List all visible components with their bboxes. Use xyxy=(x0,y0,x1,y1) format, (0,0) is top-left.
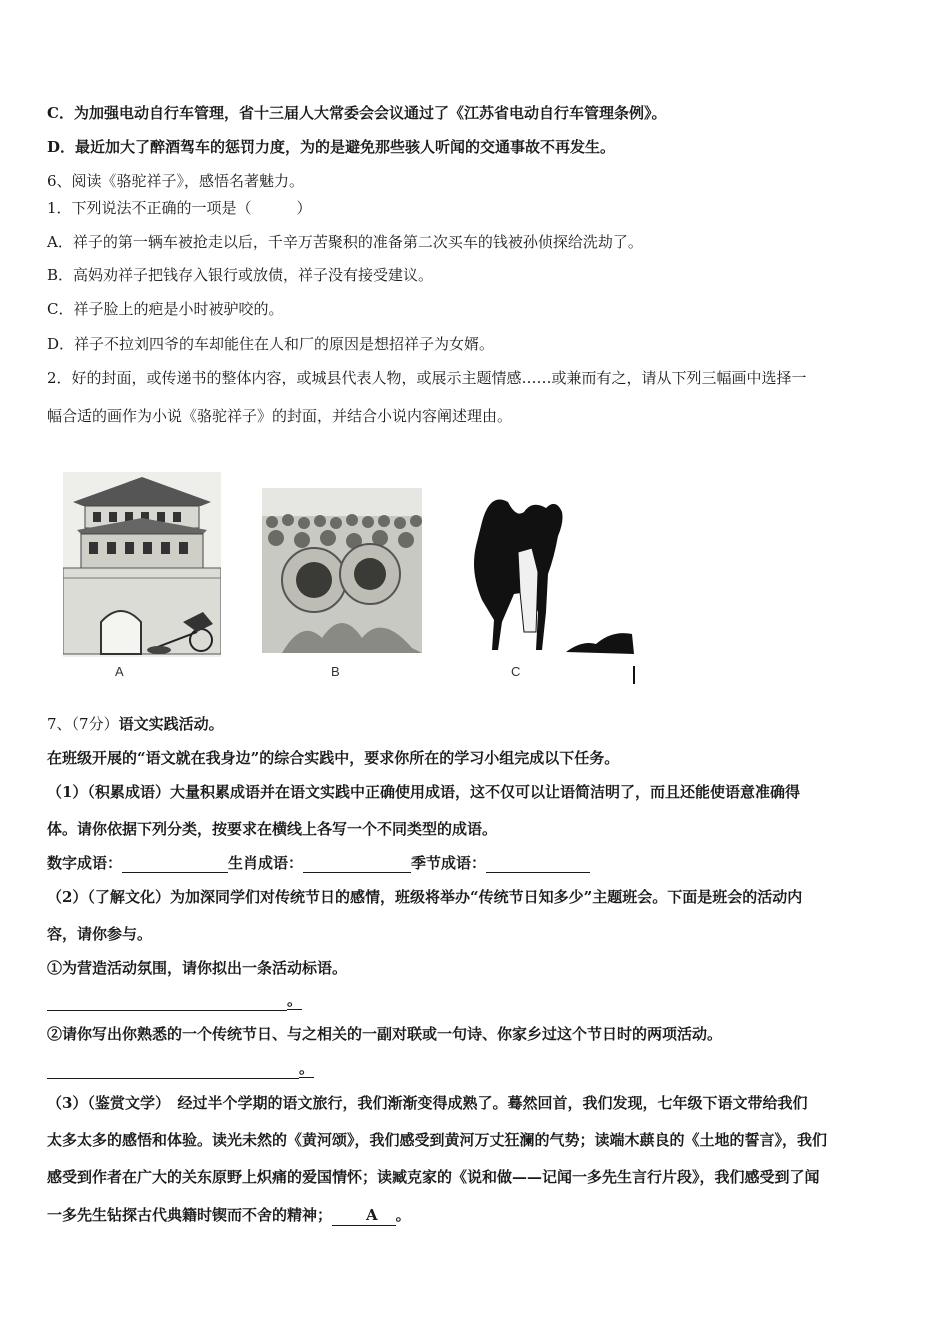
task2-period: 。 xyxy=(299,1059,315,1077)
task2-answer-line xyxy=(47,1058,314,1079)
q7-p3-end: 。 xyxy=(395,1206,411,1224)
q7-p1-line1: （1）（积累成语）大量积累成语并在语文实践中正确使用成语，这不仅可以让语简洁明了，而且还能使语意准确得 xyxy=(47,783,800,801)
q5-option-d: D．最近加大了醉酒驾车的惩罚力度，为的是避免那些骇人听闻的交通事故不再发生。 xyxy=(47,138,616,156)
idiom-zodiac-label: 生肖成语： xyxy=(228,854,304,872)
q7-p2-line1: （2）（了解文化）为加深同学们对传统节日的感情，班级将举办“传统节日知多少”主题班会。下面是班会的活动内 xyxy=(47,888,803,906)
q7-intro: 在班级开展的“语文就在我身边”的综合实践中，要求你所在的学习小组完成以下任务。 xyxy=(47,749,620,767)
q6-option-c: C．祥子脸上的疤是小时被驴咬的。 xyxy=(47,300,284,318)
q6-option-b: B．高妈劝祥子把钱存入银行或放债，祥子没有接受建议。 xyxy=(47,266,434,284)
q7-p3-line4 xyxy=(47,1205,411,1226)
q7-p3-line3: 感受到作者在广大的关东原野上炽痛的爱国情怀；读臧克家的《说和做——记闻一多先生言行片段》，我们感受到了闻 xyxy=(47,1168,820,1186)
idiom-season-label: 季节成语： xyxy=(411,854,487,872)
task2-answer-blank[interactable] xyxy=(47,1062,299,1079)
q6-sub2-line2: 幅合适的画作为小说《骆驼祥子》的封面，并结合小说内容阐述理由。 xyxy=(47,407,513,425)
figure-b-label: B xyxy=(331,664,340,679)
sunflower-field-image xyxy=(262,488,422,653)
q7-p2-line2: 容，请你参与。 xyxy=(47,925,153,943)
q7-p3-line1: （3）（鉴赏文学） 经过半个学期的语文旅行，我们渐渐变得成熟了。蓦然回首，我们发现，七年级下语文带给我们 xyxy=(47,1094,808,1112)
city-gate-rickshaw-image xyxy=(63,472,221,657)
q6-sub1: 1．下列说法不正确的一项是（ ） xyxy=(47,199,312,217)
idiom-number-label: 数字成语： xyxy=(47,854,123,872)
idiom-season-blank[interactable] xyxy=(486,856,590,873)
idiom-number-blank[interactable] xyxy=(122,856,228,873)
task1-period: 。 xyxy=(287,991,303,1009)
q7-p3-line2: 太多太多的感悟和体验。读光未然的《黄河颂》，我们感受到黄河万丈狂澜的气势；读端木蕻良的《土地的誓言》，我们 xyxy=(47,1131,828,1149)
q6-sub2-line1: 2．好的封面，或传递书的整体内容，或城县代表人物，或展示主题情感……或兼而有之，请从下列三幅画中选择一 xyxy=(47,369,807,387)
q7-p3-line4-text: 一多先生钻探古代典籍时锲而不舍的精神； xyxy=(47,1206,333,1224)
figure-a-label: A xyxy=(115,664,124,679)
idiom-zodiac-blank[interactable] xyxy=(303,856,411,873)
q7-title: 语文实践活动。 xyxy=(118,715,224,733)
q7-number: 7、（7分） xyxy=(47,715,119,733)
q7-stem xyxy=(47,714,224,734)
camel-silhouette-image xyxy=(462,482,636,658)
q6-option-a: A．祥子的第一辆车被抢走以后，千辛万苦聚积的准备第二次买车的钱被孙侦探给洗劫了。 xyxy=(47,233,643,251)
figure-c-label: C xyxy=(511,664,521,679)
q7-p1-line2: 体。请你依据下列分类，按要求在横线上各写一个不同类型的成语。 xyxy=(47,820,498,838)
q6-option-d: D．祥子不拉刘四爷的车却能住在人和厂的原因是想招祥子为女婿。 xyxy=(47,335,495,353)
q7-p3-answer-blank[interactable]: A xyxy=(332,1205,396,1226)
task1-answer-line xyxy=(47,990,302,1011)
q6-stem: 6、阅读《骆驼祥子》，感悟名著魅力。 xyxy=(47,172,305,190)
text-cursor-mark xyxy=(633,666,635,684)
q7-task1: ①为营造活动氛围，请你拟出一条活动标语。 xyxy=(47,959,348,977)
task1-answer-blank[interactable] xyxy=(47,994,287,1011)
q5-option-c: C．为加强电动自行车管理，省十三届人大常委会会议通过了《江苏省电动自行车管理条例》。 xyxy=(47,104,667,122)
q7-task2: ②请你写出你熟悉的一个传统节日、与之相关的一副对联或一句诗、你家乡过这个节日时的两项活动。 xyxy=(47,1025,723,1043)
idiom-row xyxy=(47,853,590,873)
